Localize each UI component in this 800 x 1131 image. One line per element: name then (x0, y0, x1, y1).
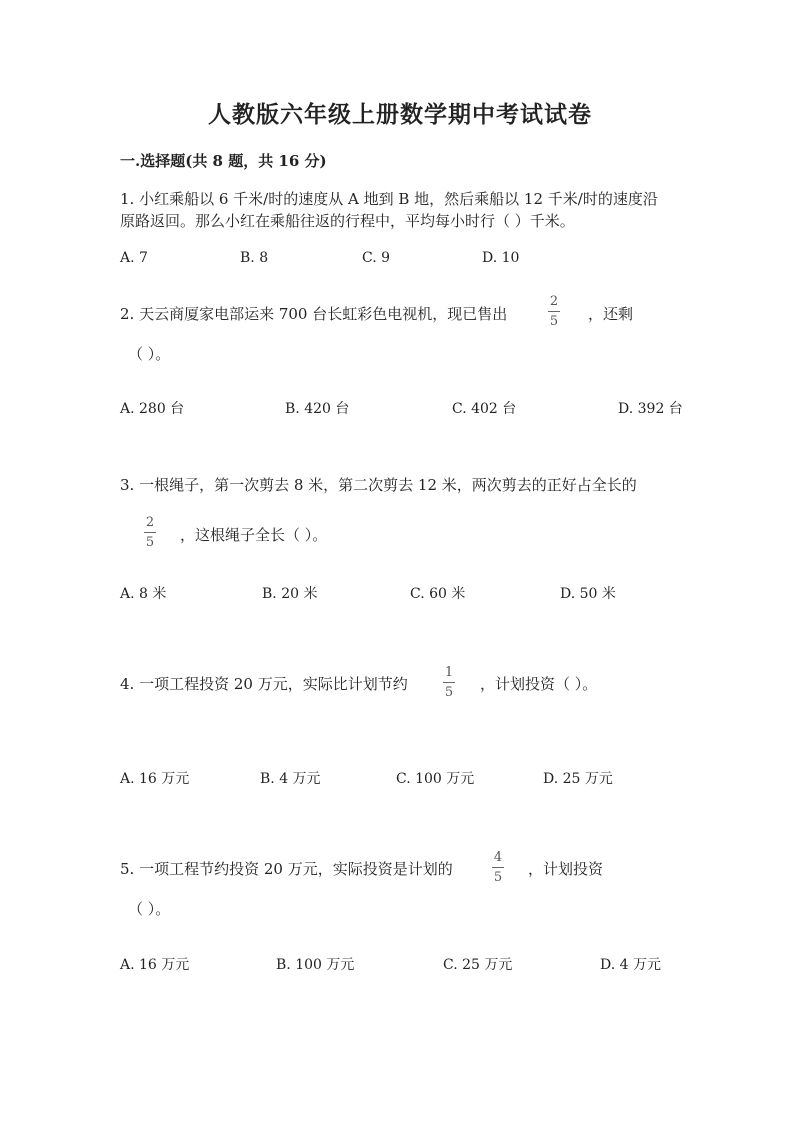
question-5-option-b: B. 100 万元 (276, 957, 355, 973)
question-4-option-c: C. 100 万元 (396, 771, 475, 787)
question-5-option-d: D. 4 万元 (600, 957, 661, 973)
question-2-fraction (548, 295, 560, 328)
question-1-line-1: 1. 小红乘船以 6 千米/时的速度从 A 地到 B 地，然后乘船以 12 千米/时的速度沿 (120, 190, 658, 208)
question-3-option-d: D. 50 米 (560, 586, 616, 602)
fraction-bar (548, 311, 560, 312)
question-4-fraction (443, 666, 455, 699)
question-2-option-b: B. 420 台 (285, 401, 350, 417)
question-3-option-b: B. 20 米 (262, 586, 318, 602)
question-5-line-1: 5. 一项工程节约投资 20 万元，实际投资是计划的 (120, 860, 453, 878)
question-1-option-c: C. 9 (362, 250, 391, 266)
fraction-bar (144, 532, 156, 533)
fraction-bar (443, 682, 455, 683)
question-4-option-b: B. 4 万元 (260, 771, 321, 787)
question-1-option-b: B. 8 (240, 250, 269, 266)
question-4-option-a: A. 16 万元 (120, 771, 190, 787)
question-2-line-1: 2. 天云商厦家电部运来 700 台长虹彩色电视机，现已售出 (120, 305, 508, 323)
fraction-denominator: 5 (145, 535, 155, 550)
fraction-denominator: 5 (493, 870, 503, 885)
fraction-numerator: 1 (444, 665, 454, 680)
fraction-bar (492, 867, 504, 868)
question-2-option-a: A. 280 台 (120, 401, 185, 417)
question-1-option-a: A. 7 (120, 250, 148, 266)
fraction-denominator: 5 (549, 314, 559, 329)
page-title: 人教版六年级上册数学期中考试试卷 (208, 101, 592, 128)
fraction-denominator: 5 (444, 685, 454, 700)
question-2-line-1-end: ，还剩 (588, 305, 634, 323)
section-heading: 一.选择题(共 8 题，共 16 分) (120, 152, 327, 170)
question-4-line-1-end: ，计划投资（ ）。 (480, 675, 598, 693)
question-2-option-c: C. 402 台 (452, 401, 517, 417)
question-1-option-d: D. 10 (482, 250, 520, 266)
question-5-line-2: （ ）。 (128, 900, 171, 918)
question-3-line-1: 3. 一根绳子，第一次剪去 8 米，第二次剪去 12 米，两次剪去的正好占全长的 (120, 476, 637, 494)
fraction-numerator: 2 (549, 294, 559, 309)
question-4-line-1: 4. 一项工程投资 20 万元，实际比计划节约 (120, 675, 408, 693)
question-3-option-c: C. 60 米 (410, 586, 466, 602)
question-5-line-1-end: ，计划投资 (528, 860, 604, 878)
fraction-numerator: 2 (145, 515, 155, 530)
question-4-option-d: D. 25 万元 (543, 771, 613, 787)
question-5-fraction (492, 851, 504, 884)
question-3-fraction (144, 516, 156, 549)
question-2-option-d: D. 392 台 (618, 401, 683, 417)
fraction-numerator: 4 (493, 850, 503, 865)
question-2-line-2: （ ）。 (128, 345, 171, 363)
question-1-line-2: 原路返回。那么小红在乘船往返的行程中，平均每小时行（ ）千米。 (120, 212, 575, 230)
question-3-line-2: ，这根绳子全长（ ）。 (180, 526, 328, 544)
question-5-option-a: A. 16 万元 (120, 957, 190, 973)
question-5-option-c: C. 25 万元 (443, 957, 513, 973)
question-3-option-a: A. 8 米 (120, 586, 167, 602)
